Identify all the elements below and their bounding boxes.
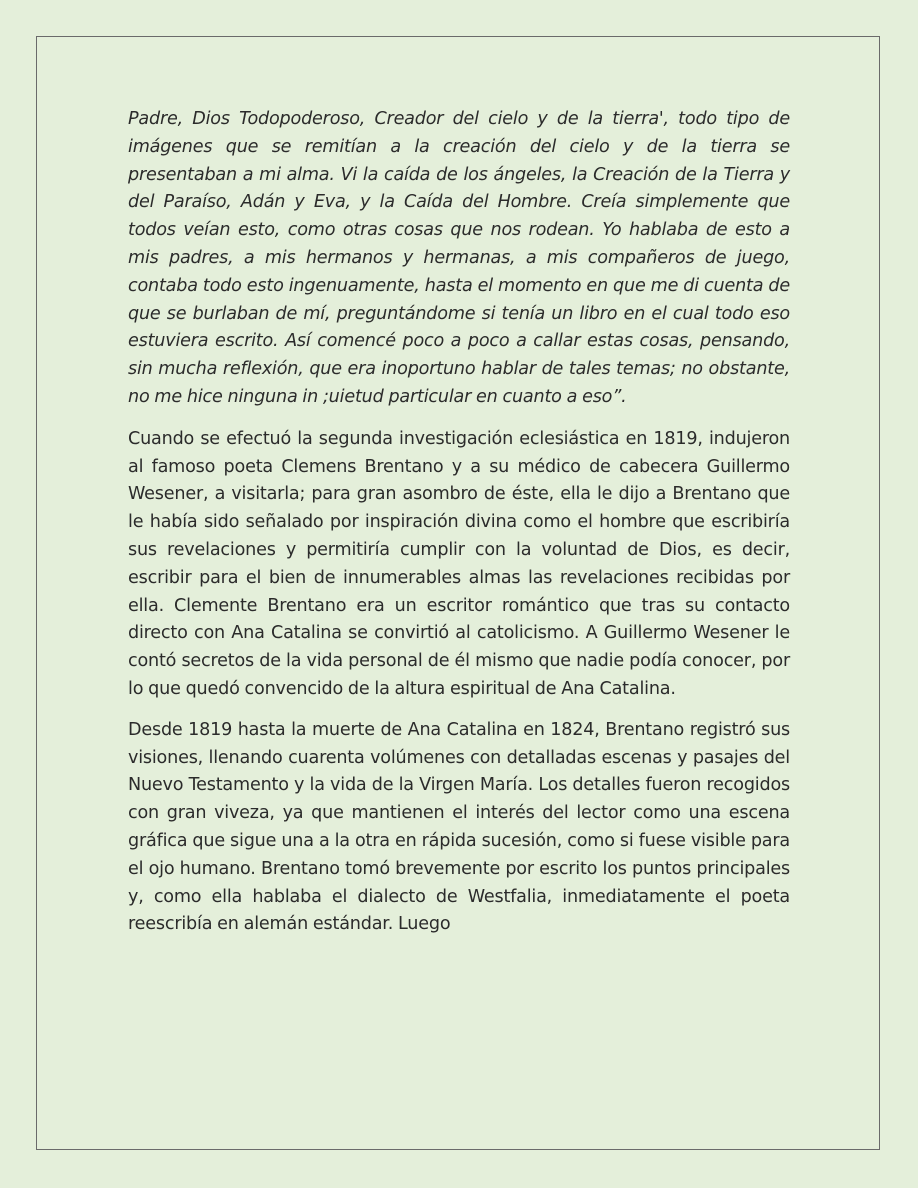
quoted-paragraph: Padre, Dios Todopoderoso, Creador del cielo y de la tierra', todo tipo de imágenes que se remitían a la creación del cielo y de la tierra se presentaban a mi alma. Vi la caída de los ángeles, la Creación de la Tierra y del Paraíso, Adán y Eva, y la Caída del Hombre. Creía simplemente que todos veían esto, como otras cosas que nos rodean. Yo hablaba de esto a mis padres, a mis hermanos y hermanas, a mis compañeros de juego, contaba todo esto ingenuamente, hasta el momento en que me di cuenta de que se burlaban de mí, preguntándome si tenía un libro en el cual todo eso estuviera escrito. Así comencé poco a poco a callar estas cosas, pensando, sin mucha reflexión, que era inoportuno hablar de tales temas; no obstante, no me hice ninguna in ;uietud particular en cuanto a eso”.: [128, 109, 790, 407]
body-paragraph: Desde 1819 hasta la muerte de Ana Catalina en 1824, Brentano registró sus visiones, llenando cuarenta volúmenes con detalladas escenas y pasajes del Nuevo Testamento y la vida de la Virgen María. Los detalles fueron recogidos con gran viveza, ya que mantienen el interés del lector como una escena gráfica que sigue una a la otra en rápida sucesión, como si fuese visible para el ojo humano. Brentano tomó brevemente por escrito los puntos principales y, como ella hablaba el dialecto de Westfalia, inmediatamente el poeta reescribía en alemán estándar. Luego: [128, 719, 790, 935]
document-body: [128, 106, 790, 952]
body-paragraph: Cuando se efectuó la segunda investigación eclesiástica en 1819, indujeron al famoso poeta Clemens Brentano y a su médico de cabecera Guillermo Wesener, a visitarla; para gran asombro de éste, ella le dijo a Brentano que le había sido señalado por inspiración divina como el hombre que escribiría sus revelaciones y permitiría cumplir con la voluntad de Dios, es decir, escribir para el bien de innumerables almas las revelaciones recibidas por ella. Clemente Brentano era un escritor romántico que tras su contacto directo con Ana Catalina se convirtió al catolicismo. A Guillermo Wesener le contó secretos de la vida personal de él mismo que nadie podía conocer, por lo que quedó convencido de la altura espiritual de Ana Catalina.: [128, 428, 790, 699]
